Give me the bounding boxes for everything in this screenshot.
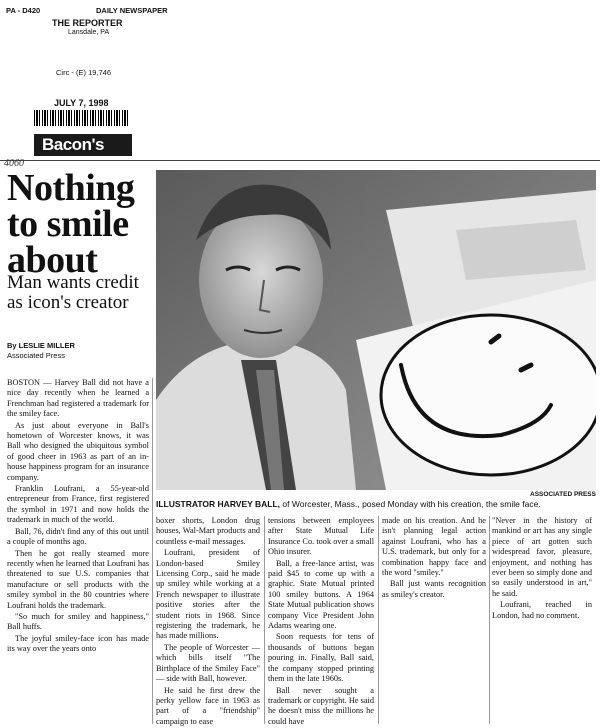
paragraph: Loufrani, president of London-based Smiley Licensing Corp., said he made up smiley while working at a French newspaper to illustrate positive stories after the student riots in 1968. Since registering the trademark, he has made millions.	[156, 548, 260, 641]
caption-lead: ILLUSTRATOR HARVEY BALL,	[156, 499, 281, 509]
clipping-header	[6, 6, 206, 156]
newspaper-city: Lansdale, PA	[68, 29, 110, 36]
paragraph: Then he got really steamed more recently when he learned that Loufrani has threatened to sue U.S. companies that manufacture or sell products with the smiley symbol in the 80 countries where Loufrani holds the trademark.	[7, 548, 149, 610]
paragraph: The joyful smiley-face icon has made its way over the years onto	[7, 633, 149, 654]
photo-caption	[156, 499, 596, 510]
photo-illustration	[156, 170, 596, 490]
article-photo	[156, 170, 596, 490]
paragraph: BOSTON — Harvey Ball did not have a nice day recently when he learned a Frenchman had registered a trademark for the smiley face.	[7, 378, 149, 419]
barcode	[34, 110, 130, 126]
article-column-1	[7, 378, 149, 656]
top-rule	[0, 160, 600, 161]
column-divider	[378, 516, 379, 724]
byline-org: Associated Press	[7, 351, 65, 360]
subheadline: Man wants credit as icon's creator	[7, 272, 139, 313]
paragraph: As just about everyone in Ball's hometown of Worcester knows, it was Ball who designed the ubiquitous symbol of good cheer in 1963 as part of an in-house happiness program for an insurance company.	[7, 420, 149, 482]
paragraph: He said he first drew the perky yellow face in 1963 as part of a "friendship" campaign to ease	[156, 685, 260, 726]
paragraph: Ball, a free-lance artist, was paid $45 to come up with a graphic. State Mutual printed 100 smiley buttons. A 1964 State Mutual publication shows company Vice President John Adams wearing one.	[268, 558, 374, 631]
circulation: Circ - (E) 19,746	[56, 68, 112, 77]
column-divider	[152, 378, 153, 724]
clipping-code: PA - D420	[6, 6, 41, 15]
clipping-date: JULY 7, 1998	[54, 98, 109, 108]
clipping-service-logo: Bacon's	[34, 134, 132, 156]
paragraph: Soon requests for tens of thousands of buttons began pouring in. Finally, Ball said, the company stopped printing them in the late 1960s.	[268, 632, 374, 684]
newspaper-name: THE REPORTER	[52, 18, 123, 28]
article-column-5	[492, 516, 592, 622]
column-divider	[264, 516, 265, 724]
article-column-3	[268, 516, 374, 728]
handwritten-note: 4060	[4, 158, 24, 169]
column-divider	[489, 516, 490, 724]
headline: Nothing to smile about	[7, 167, 135, 281]
clipping-kind: DAILY NEWSPAPER	[96, 6, 168, 15]
paragraph: tensions between employees after State Mutual Life Insurance Co. took over a small Ohio insurer.	[268, 516, 374, 557]
paragraph: The people of Worcester — which bills itself "The Birthplace of the Smiley Face" — side with Ball, however.	[156, 642, 260, 684]
paragraph: Franklin Loufrani, a 55-year-old entrepreneur from France, first registered the symbol in 1971 and now holds the trademark in much of the world.	[7, 484, 149, 525]
paragraph: "Never in the history of mankind or art has any single piece of art gotten such widespread favor, pleasure, enjoyment, and nothing has ever been so simply done and so easily understood in art," he said.	[492, 516, 592, 598]
article-column-2	[156, 516, 260, 728]
caption-text: of Worcester, Mass., posed Monday with his creation, the smile face.	[280, 499, 541, 509]
photo-credit: ASSOCIATED PRESS	[530, 491, 596, 498]
paragraph: Loufrani, reached in London, had no comment.	[492, 600, 592, 620]
byline: By LESLIE MILLER	[7, 341, 75, 350]
article-column-4	[382, 516, 486, 601]
paragraph: Ball never sought a trademark or copyright. He said he doesn't miss the millions he could have	[268, 685, 374, 726]
paragraph: boxer shorts, London drug houses, Wal-Mart products and countless e-mail messages.	[156, 516, 260, 546]
paragraph: Ball just wants recognition as smiley's creator.	[382, 579, 486, 599]
paragraph: Ball, 76, didn't find any of this out until a couple of months ago.	[7, 526, 149, 547]
paragraph: "So much for smiley and happiness," Ball huffs.	[7, 611, 149, 632]
paragraph: made on his creation. And he isn't planning legal action against Loufrani, who has a U.S. trademark, but only for a combination happy face and the word "smiley."	[382, 516, 486, 578]
